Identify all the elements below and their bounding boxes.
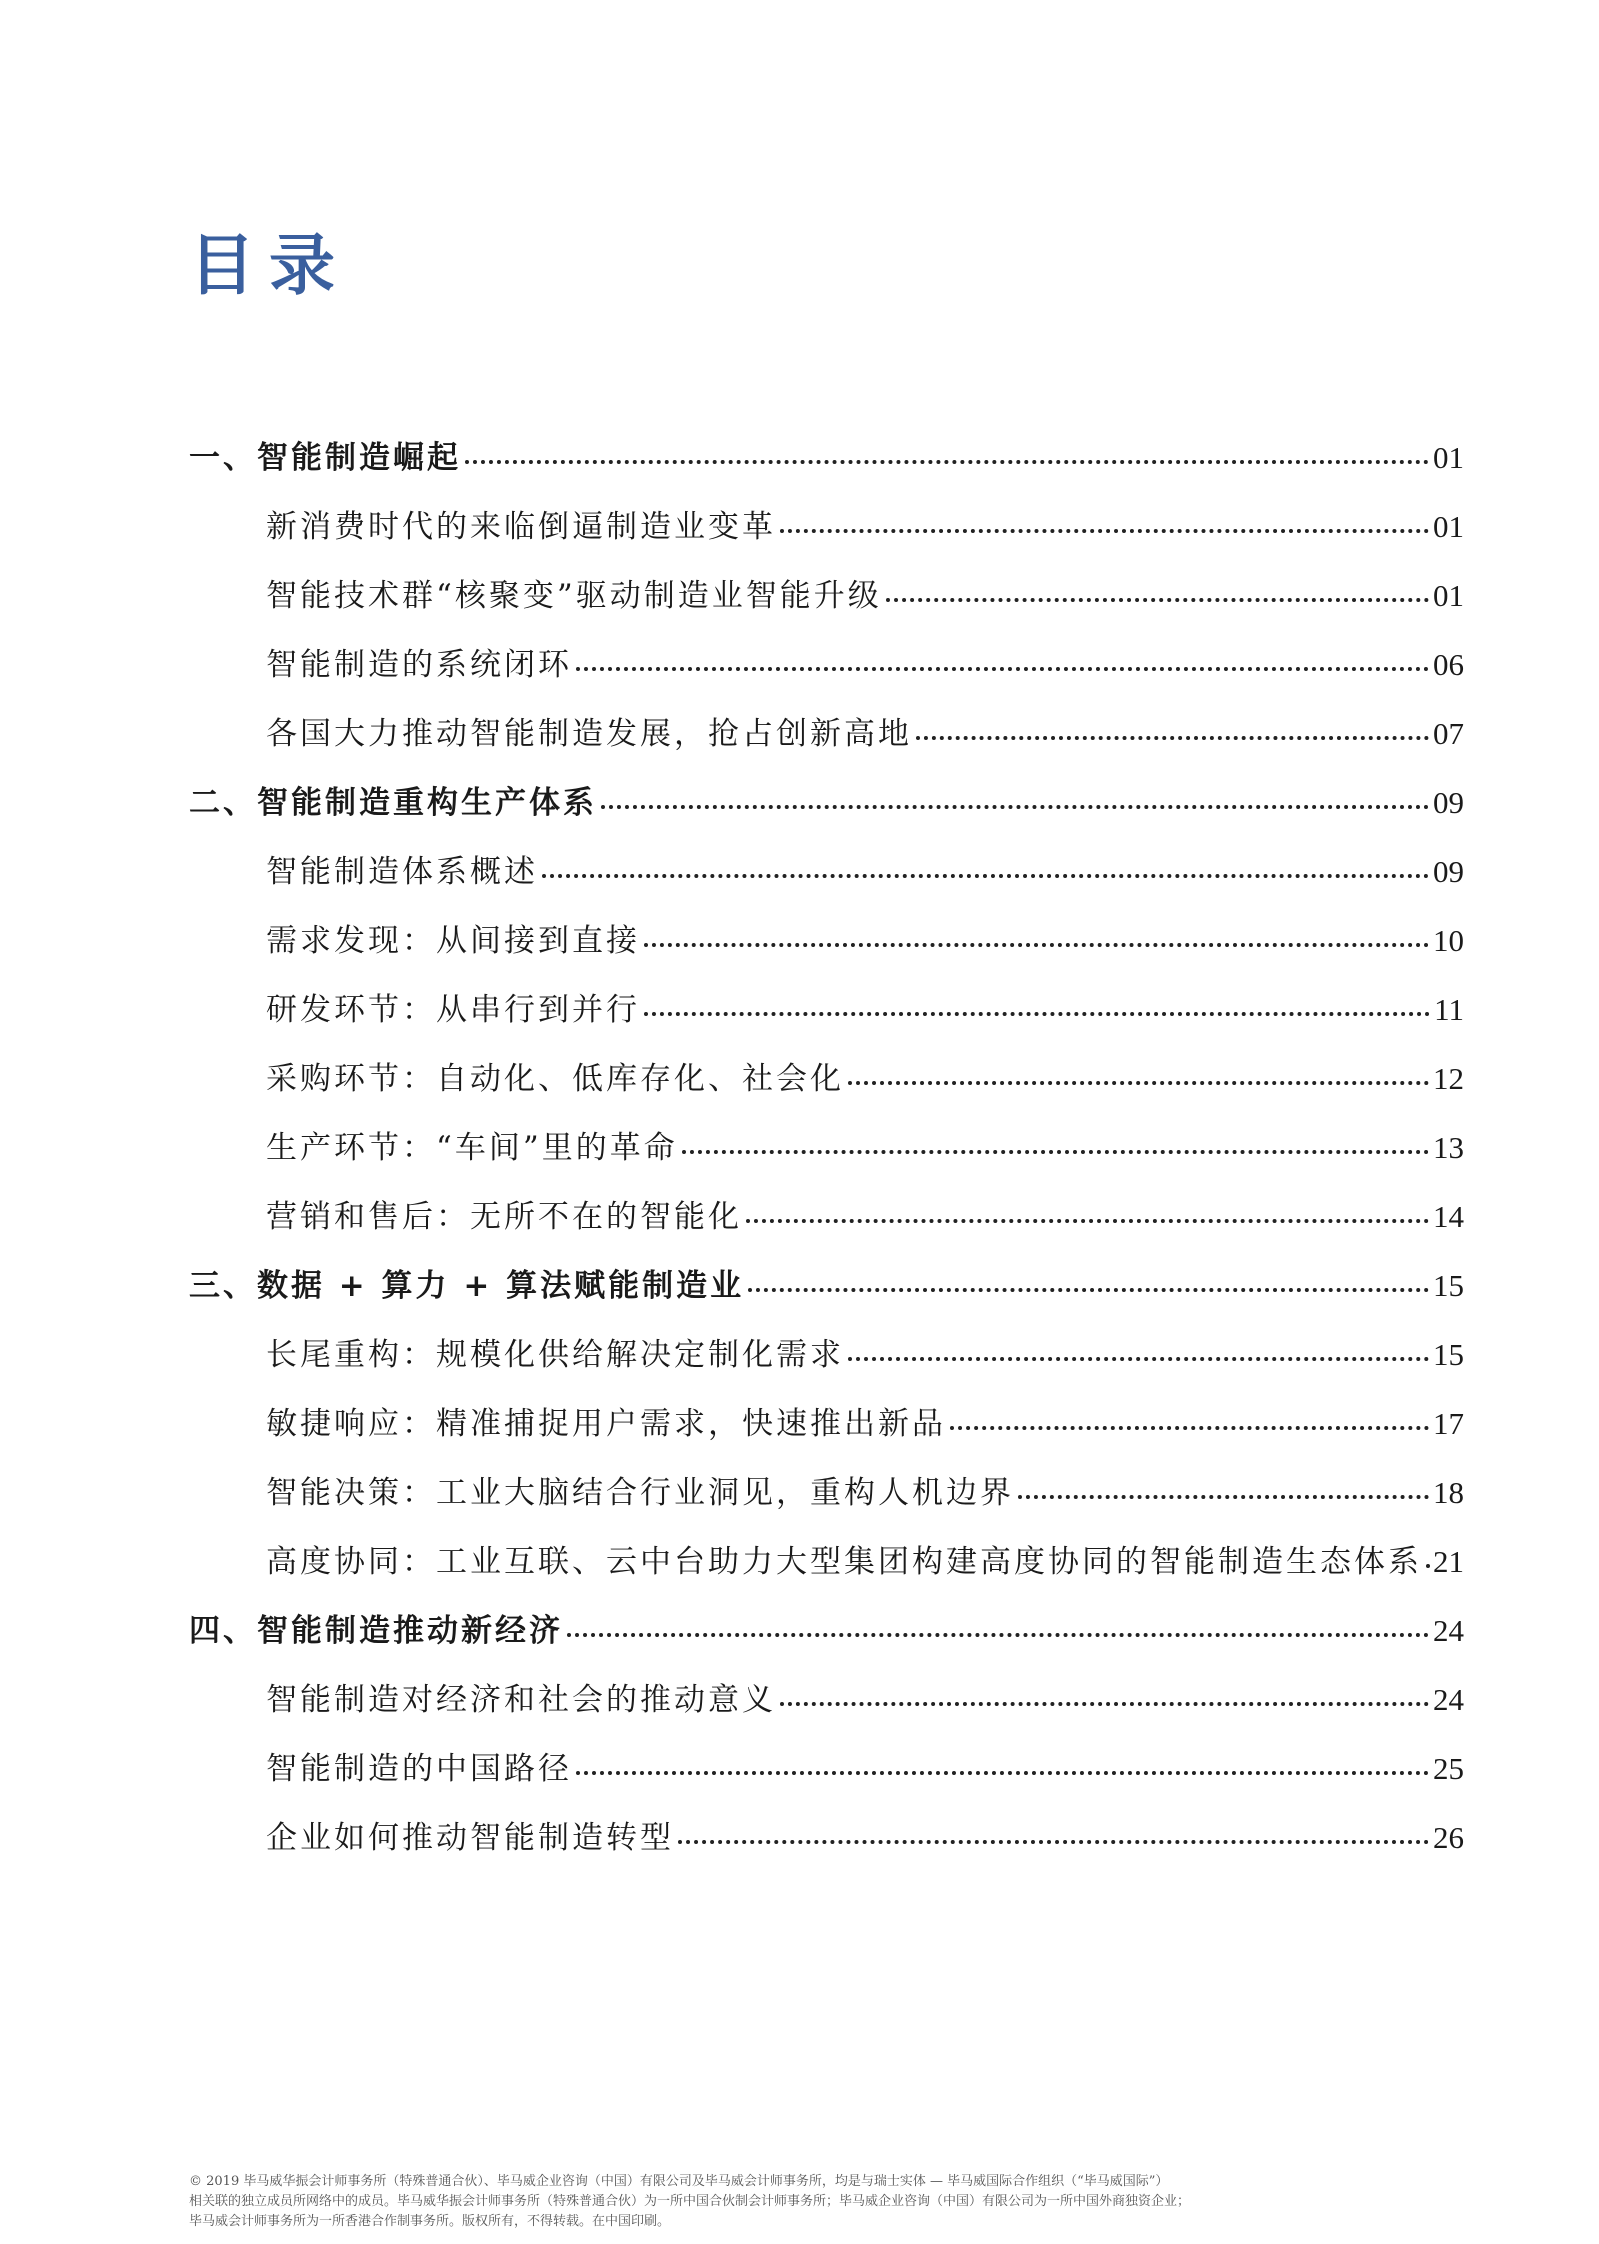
- table-of-contents: [189, 432, 1464, 1881]
- toc-entry-label: 研发环节：从串行到并行: [266, 992, 640, 1028]
- dot-leader: [1426, 1564, 1429, 1568]
- toc-entry-label: 企业如何推动智能制造转型: [266, 1820, 674, 1856]
- dot-leader: [780, 1702, 1429, 1706]
- toc-section-entry[interactable]: [189, 1743, 1464, 1812]
- toc-page-number: 11: [1434, 992, 1464, 1027]
- toc-entry-label: 四、智能制造推动新经济: [189, 1613, 563, 1649]
- toc-section-entry[interactable]: [189, 639, 1464, 708]
- footer-line: 相关联的独立成员所网络中的成员。毕马威华振会计师事务所（特殊普通合伙）为一所中国合伙制会计师事务所；毕马威企业咨询（中国）有限公司为一所中国外商独资企业；: [189, 2194, 1191, 2209]
- toc-entry-label: 需求发现：从间接到直接: [266, 923, 640, 959]
- footer-line: 毕马威会计师事务所为一所香港合作制事务所。版权所有，不得转载。在中国印刷。: [189, 2214, 671, 2229]
- toc-section-entry[interactable]: [189, 915, 1464, 984]
- toc-section-entry[interactable]: [189, 501, 1464, 570]
- dot-leader: [848, 1081, 1429, 1085]
- dot-leader: [601, 805, 1429, 809]
- toc-entry-label: 新消费时代的来临倒逼制造业变革: [266, 509, 776, 545]
- toc-section-entry[interactable]: [189, 1053, 1464, 1122]
- toc-entry-label: 采购环节：自动化、低库存化、社会化: [266, 1061, 844, 1097]
- toc-chapter-entry[interactable]: [189, 1605, 1464, 1674]
- toc-page-number: 01: [1433, 509, 1464, 544]
- toc-page-number: 24: [1433, 1682, 1464, 1717]
- dot-leader: [576, 1771, 1429, 1775]
- dot-leader: [644, 1012, 1430, 1016]
- toc-page-number: 15: [1433, 1268, 1464, 1303]
- toc-entry-label: 一、智能制造崛起: [189, 440, 461, 476]
- toc-entry-label: 智能决策：工业大脑结合行业洞见，重构人机边界: [266, 1475, 1014, 1511]
- toc-section-entry[interactable]: [189, 1536, 1464, 1605]
- toc-entry-label: 智能技术群“核聚变”驱动制造业智能升级: [266, 578, 882, 614]
- toc-page-number: 18: [1433, 1475, 1464, 1510]
- dot-leader: [567, 1633, 1429, 1637]
- toc-page-number: 12: [1433, 1061, 1464, 1096]
- dot-leader: [950, 1426, 1429, 1430]
- copyright-footer: [189, 2172, 1449, 2232]
- toc-section-entry[interactable]: [189, 708, 1464, 777]
- toc-page-number: 09: [1433, 854, 1464, 889]
- toc-section-entry[interactable]: [189, 1674, 1464, 1743]
- dot-leader: [746, 1219, 1429, 1223]
- dot-leader: [1018, 1495, 1429, 1499]
- toc-page-number: 06: [1433, 647, 1464, 682]
- toc-entry-label: 智能制造对经济和社会的推动意义: [266, 1682, 776, 1718]
- dot-leader: [780, 529, 1429, 533]
- dot-leader: [682, 1150, 1429, 1154]
- toc-section-entry[interactable]: [189, 570, 1464, 639]
- toc-chapter-entry[interactable]: [189, 1260, 1464, 1329]
- toc-chapter-entry[interactable]: [189, 432, 1464, 501]
- toc-page-number: 07: [1433, 716, 1464, 751]
- footer-line: © 2019 毕马威华振会计师事务所（特殊普通合伙）、毕马威企业咨询（中国）有限公司及毕马威会计师事务所，均是与瑞士实体 — 毕马威国际合作组织（“毕马威国际”）: [189, 2174, 1169, 2189]
- toc-entry-label: 营销和售后：无所不在的智能化: [266, 1199, 742, 1235]
- toc-page-number: 01: [1433, 578, 1464, 613]
- dot-leader: [644, 943, 1429, 947]
- toc-entry-label: 智能制造的系统闭环: [266, 647, 572, 683]
- toc-section-entry[interactable]: [189, 984, 1464, 1053]
- toc-section-entry[interactable]: [189, 1329, 1464, 1398]
- toc-section-entry[interactable]: [189, 1467, 1464, 1536]
- dot-leader: [542, 874, 1429, 878]
- toc-page-number: 17: [1433, 1406, 1464, 1441]
- toc-entry-label: 长尾重构：规模化供给解决定制化需求: [266, 1337, 844, 1373]
- toc-entry-label: 敏捷响应：精准捕捉用户需求，快速推出新品: [266, 1406, 946, 1442]
- toc-page-number: 26: [1433, 1820, 1464, 1855]
- dot-leader: [576, 667, 1429, 671]
- toc-page-number: 21: [1433, 1544, 1464, 1579]
- toc-page-number: 13: [1433, 1130, 1464, 1165]
- page-title: 目录: [189, 227, 349, 304]
- dot-leader: [916, 736, 1429, 740]
- toc-section-entry[interactable]: [189, 1812, 1464, 1881]
- toc-entry-label: 智能制造体系概述: [266, 854, 538, 890]
- toc-page-number: 10: [1433, 923, 1464, 958]
- toc-page-number: 25: [1433, 1751, 1464, 1786]
- dot-leader: [465, 460, 1429, 464]
- toc-page-number: 14: [1433, 1199, 1464, 1234]
- toc-page-number: 01: [1433, 440, 1464, 475]
- toc-section-entry[interactable]: [189, 1122, 1464, 1191]
- toc-section-entry[interactable]: [189, 1398, 1464, 1467]
- toc-entry-label: 二、智能制造重构生产体系: [189, 785, 597, 821]
- toc-entry-label: 智能制造的中国路径: [266, 1751, 572, 1787]
- dot-leader: [886, 598, 1429, 602]
- toc-page-number: 15: [1433, 1337, 1464, 1372]
- toc-entry-label: 高度协同：工业互联、云中台助力大型集团构建高度协同的智能制造生态体系: [266, 1544, 1422, 1580]
- dot-leader: [678, 1840, 1429, 1844]
- toc-entry-label: 生产环节：“车间”里的革命: [266, 1130, 678, 1166]
- toc-entry-label: 三、数据 + 算力 + 算法赋能制造业: [189, 1268, 745, 1304]
- toc-section-entry[interactable]: [189, 1191, 1464, 1260]
- dot-leader: [748, 1288, 1429, 1292]
- toc-entry-label: 各国大力推动智能制造发展，抢占创新高地: [266, 716, 912, 752]
- dot-leader: [848, 1357, 1429, 1361]
- toc-section-entry[interactable]: [189, 846, 1464, 915]
- toc-page-number: 24: [1433, 1613, 1464, 1648]
- toc-page-number: 09: [1433, 785, 1464, 820]
- toc-chapter-entry[interactable]: [189, 777, 1464, 846]
